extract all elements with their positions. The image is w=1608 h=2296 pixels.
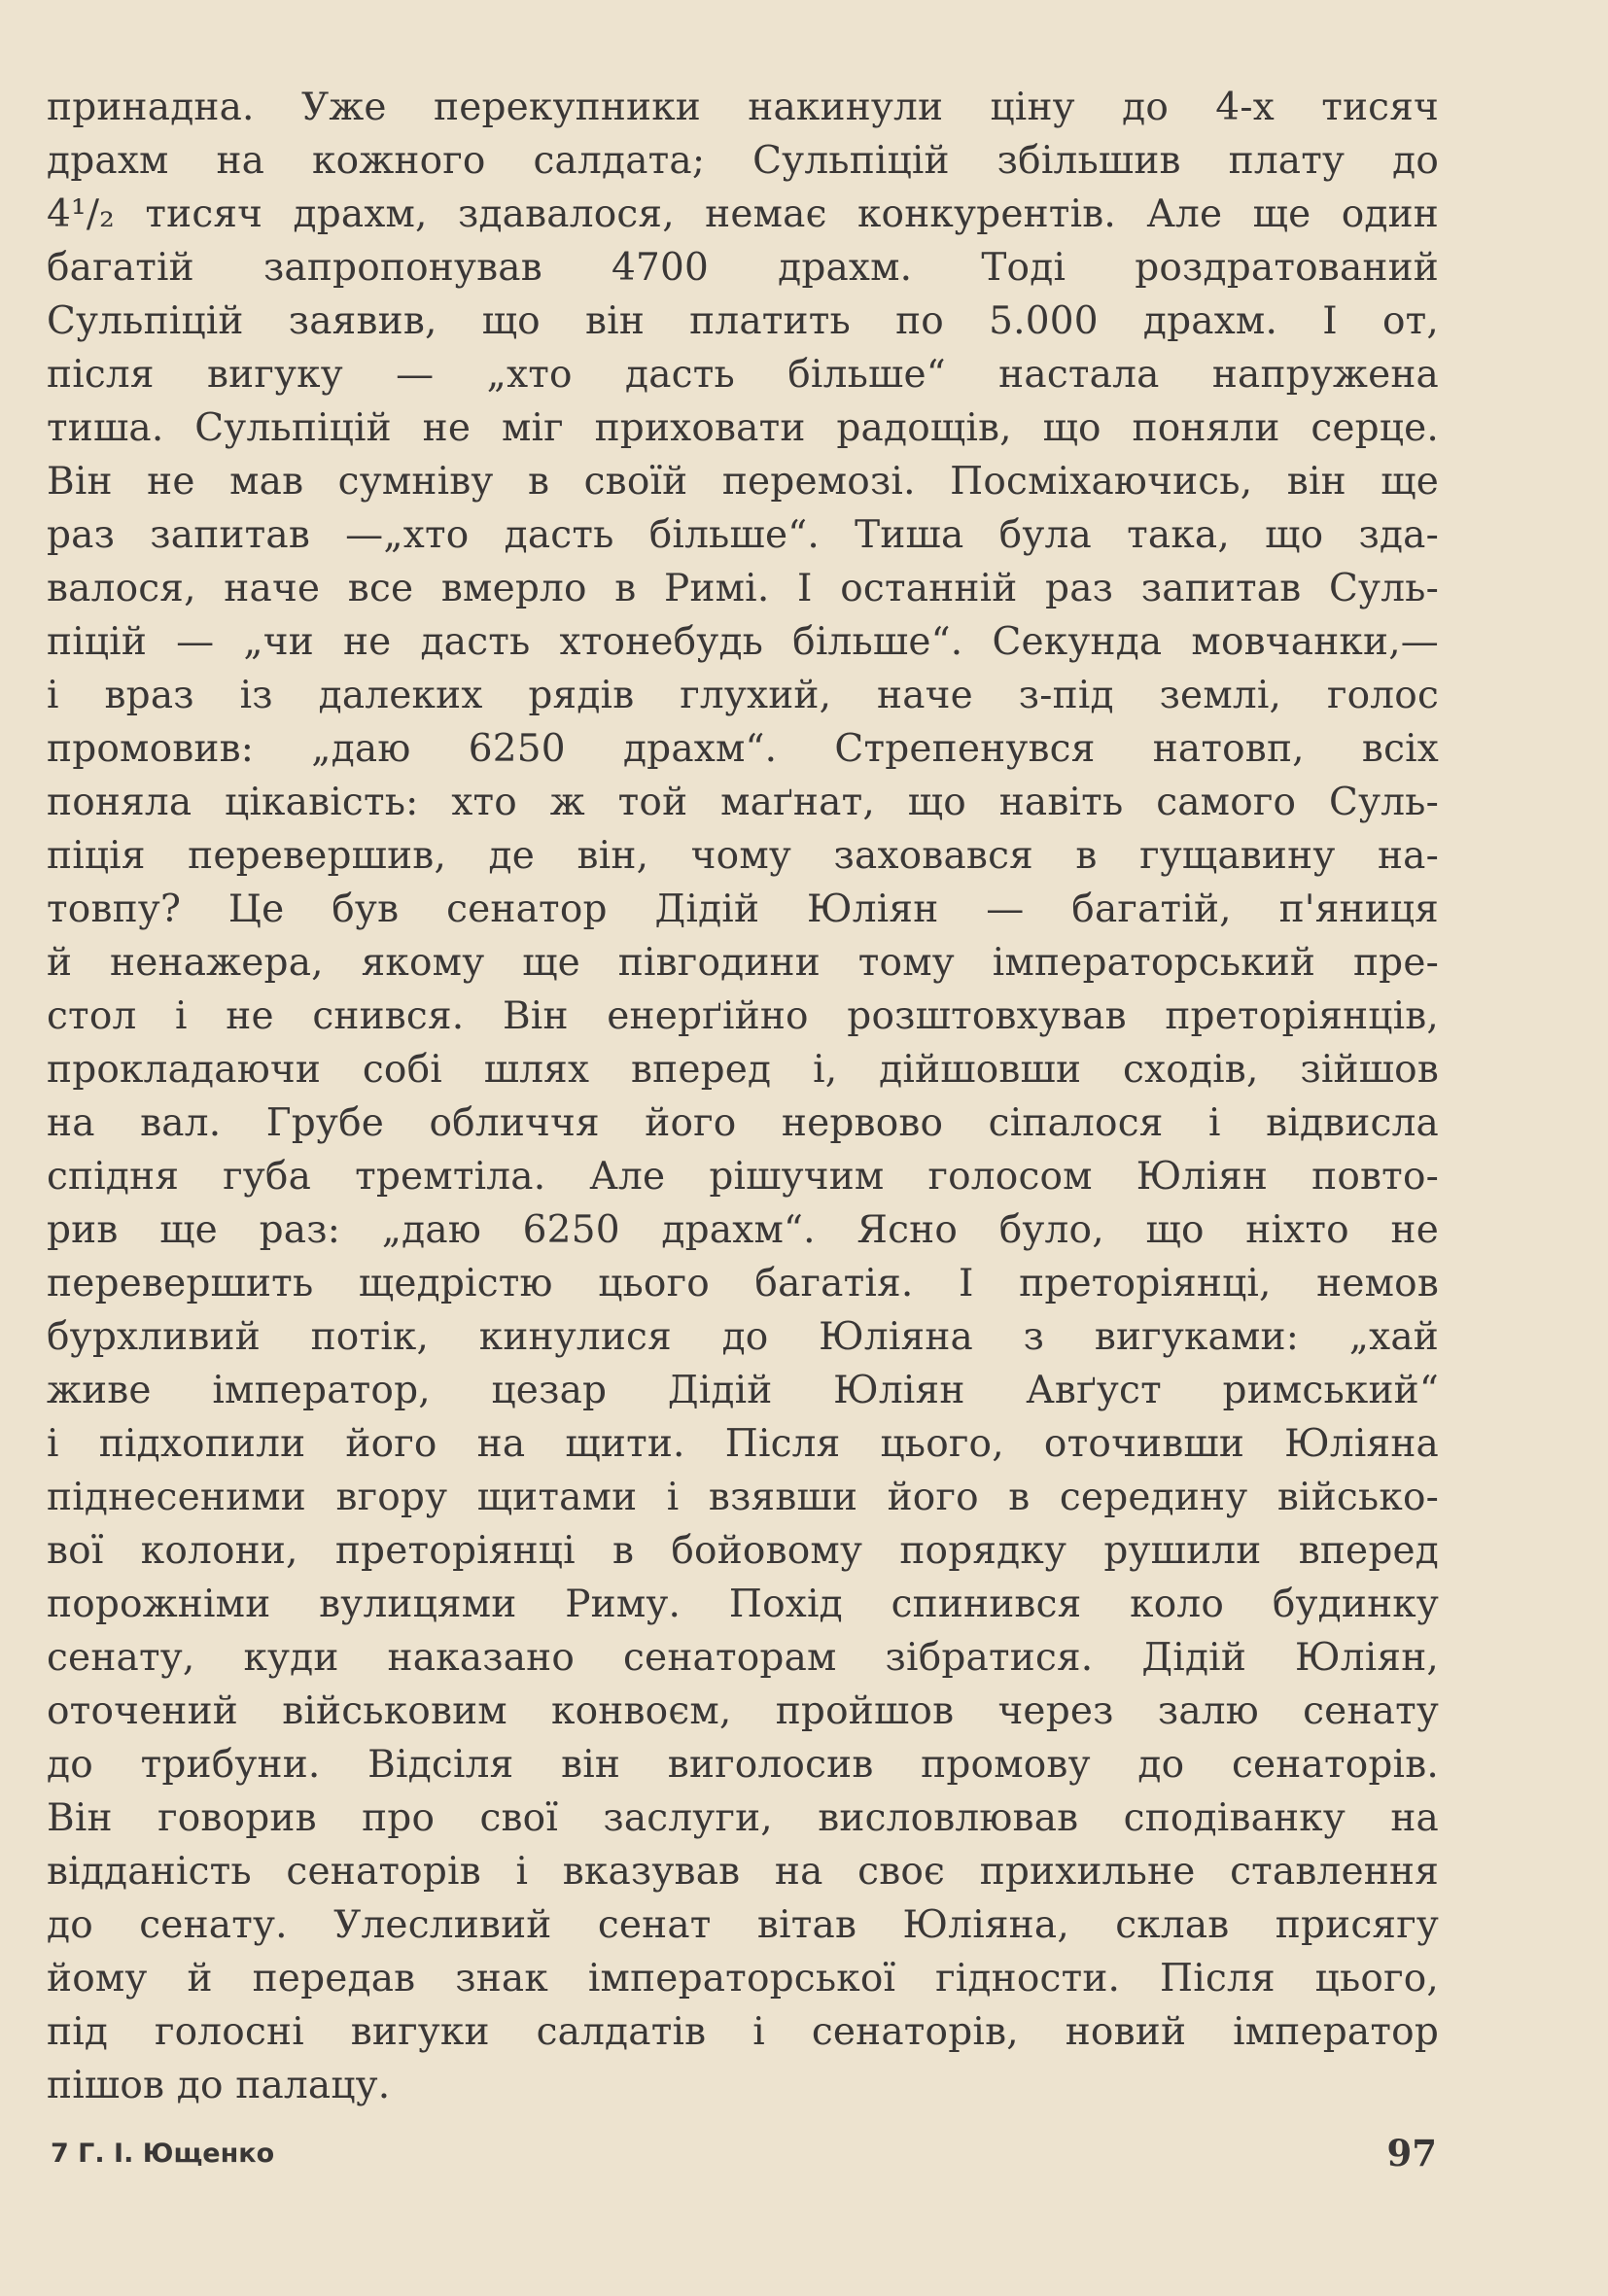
page-number: 97 [1386,2132,1437,2174]
text-line: порожніми вулицями Риму. Похід спинився коло будинку [47,1583,1439,1626]
text-line: раз запитав —„хто дасть більше“. Тиша була така, що зда- [47,513,1439,557]
text-line: багатій запропонував 4700 драхм. Тоді роздратований [47,246,1439,290]
text-line: товпу? Це був сенатор Дідій Юліян — багатій, п'яниця [47,887,1439,931]
text-line: драхм на кожного салдата; Сульпіцій збільшив плату до [47,139,1439,183]
text-line: валося, наче все вмерло в Римі. І останній раз запитав Суль- [47,567,1439,610]
text-line: піція перевершив, де він, чому заховався в гущавину на- [47,834,1439,878]
text-line: після вигуку — „хто дасть більше“ настала напружена [47,353,1439,397]
text-line: спідня губа тремтіла. Але рішучим голосом Юліян повто- [47,1155,1439,1199]
text-line: Сульпіцій заявив, що він платить по 5.000 драхм. І от, [47,299,1439,343]
text-line: принадна. Уже перекупники накинули ціну до 4-х тисяч [47,86,1439,129]
text-line: відданість сенаторів і вказував на своє прихильне ставлення [47,1850,1439,1894]
text-line: оточений військовим конвоєм, пройшов через залю сенату [47,1689,1439,1733]
text-line: йому й передав знак імператорської гідности. Після цього, [47,1957,1439,2000]
text-line: стол і не снився. Він енерґійно розштовхував преторіянців, [47,994,1439,1038]
text-line: бурхливий потік, кинулися до Юліяна з вигуками: „хай [47,1315,1439,1359]
text-line: перевершить щедрістю цього багатія. І преторіянці, немов [47,1262,1439,1305]
text-line: пішов до палацу. [47,2064,391,2107]
text-line: промовив: „даю 6250 драхм“. Стрепенувся натовп, всіх [47,727,1439,771]
text-line: піцій — „чи не дасть хтонебудь більше“. Секунда мовчанки,— [47,620,1439,664]
text-line: і підхопили його на щити. Після цього, оточивши Юліяна [47,1422,1439,1466]
text-line: поняла цікавість: хто ж той маґнат, що навіть самого Суль- [47,781,1439,824]
text-line: сенату, куди наказано сенаторам зібратися. Дідій Юліян, [47,1636,1439,1680]
text-line: і враз із далеких рядів глухий, наче з-під землі, голос [47,674,1439,717]
text-line: живе імператор, цезар Дідій Юліян Авґуст римський“ [47,1369,1439,1412]
printer-signature-mark: 7 Г. І. Ющенко [51,2139,275,2169]
text-line: 4¹/₂ тисяч драхм, здавалося, немає конкурентів. Але ще один [47,192,1439,236]
text-line: під голосні вигуки салдатів і сенаторів, новий імператор [47,2010,1439,2054]
text-line: піднесеними вгору щитами і взявши його в середину військо- [47,1476,1439,1519]
text-line: до трибуни. Відсіля він виголосив промову до сенаторів. [47,1743,1439,1787]
text-line: й ненажера, якому ще півгодини тому імператорський пре- [47,941,1439,985]
text-line: рив ще раз: „даю 6250 драхм“. Ясно було, що ніхто не [47,1208,1439,1252]
text-line: вої колони, преторіянці в бойовому порядку рушили вперед [47,1529,1439,1573]
text-line: до сенату. Улесливий сенат вітав Юліяна, склав присягу [47,1903,1439,1947]
text-line: прокладаючи собі шлях вперед і, дійшовши сходів, зійшов [47,1048,1439,1092]
text-line: Він не мав сумніву в своїй перемозі. Посміхаючись, він ще [47,460,1439,504]
text-line: на вал. Грубе обличчя його нервово сіпалося і відвисла [47,1101,1439,1145]
text-line: тиша. Сульпіцій не міг приховати радощів, що поняли серце. [47,406,1439,450]
text-line: Він говорив про свої заслуги, висловлював сподіванку на [47,1796,1439,1840]
body-text [47,81,1439,2112]
